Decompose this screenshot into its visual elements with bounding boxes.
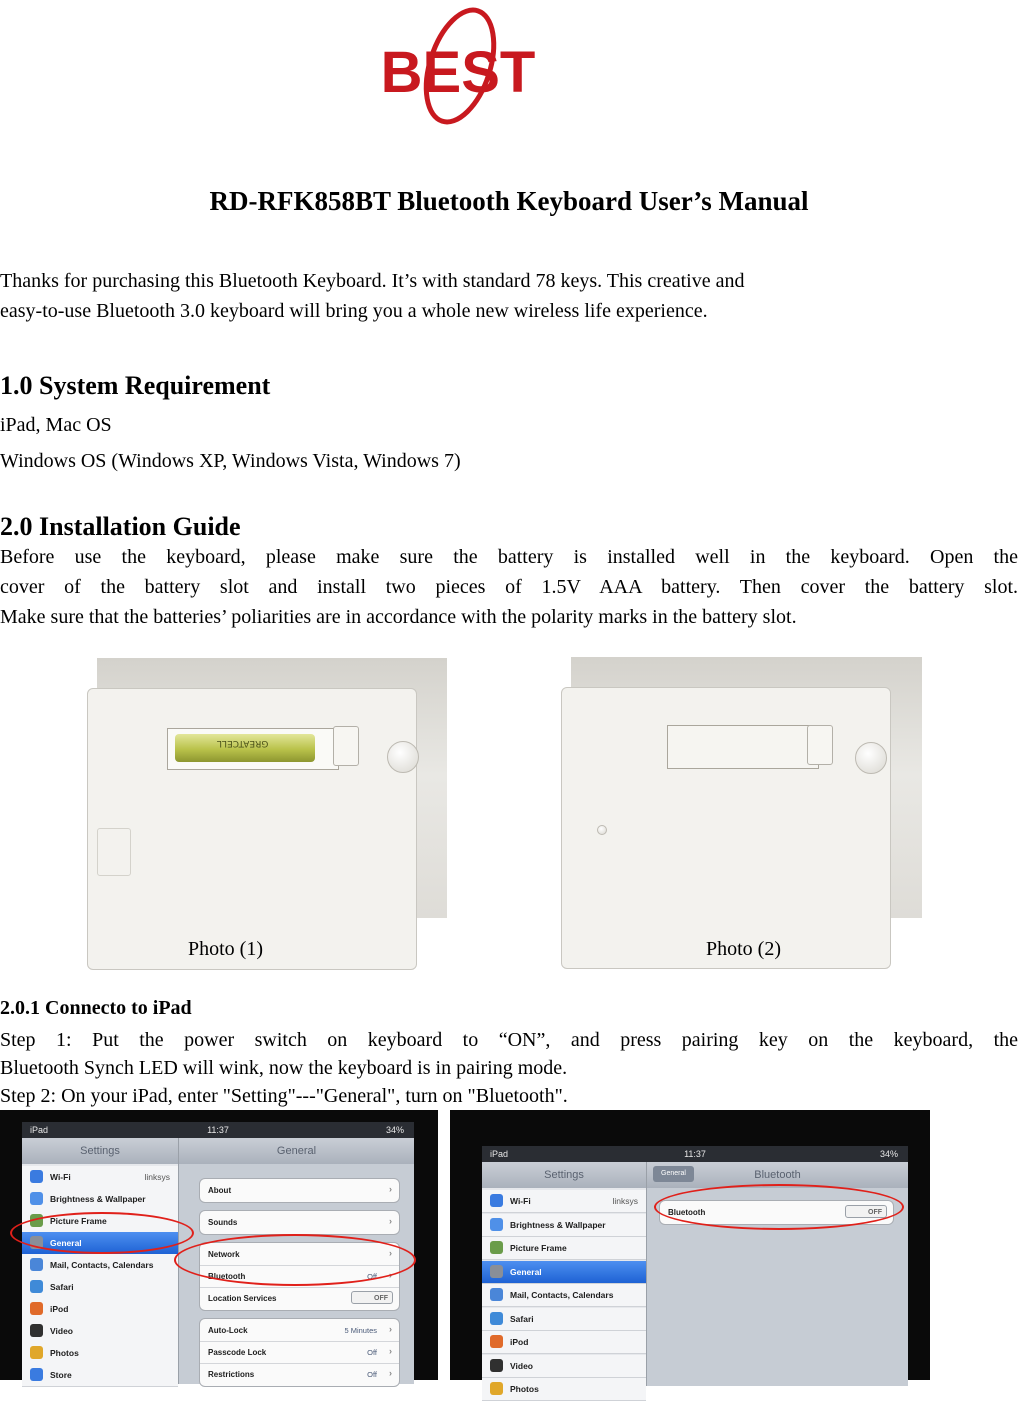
sidebar-item-label: General <box>50 1238 82 1248</box>
sidebar-item-store[interactable] <box>22 1364 178 1387</box>
sidebar-item-label: Brightness & Wallpaper <box>510 1219 606 1230</box>
sidebar-app-icon <box>30 1346 43 1359</box>
step-1-line-2: Bluetooth Synch LED will wink, now the keyboard is in pairing mode. <box>0 1057 568 1079</box>
sidebar-item-photos[interactable] <box>22 1342 178 1365</box>
settings-row-about[interactable] <box>200 1179 399 1201</box>
sidebar-item-label: iPod <box>510 1337 529 1347</box>
sidebar-item-safari[interactable] <box>22 1276 178 1299</box>
sidebar-item-label: Store <box>50 1370 72 1380</box>
sidebar-item-value: linksys <box>612 1196 638 1206</box>
settings-row-label: Network <box>208 1250 240 1259</box>
install-line-2: cover of the battery slot and install two pieces of 1.5V AAA battery. Then cover the battery slot. <box>0 576 1018 598</box>
sidebar-item-ipod[interactable] <box>22 1298 178 1321</box>
intro-line-2: easy-to-use Bluetooth 3.0 keyboard will bring you a whole new wireless life experience. <box>0 300 708 322</box>
highlight-general <box>10 1212 194 1254</box>
sidebar-item-ipod[interactable] <box>482 1331 646 1354</box>
photo-1-caption: Photo (1) <box>188 938 263 960</box>
sidebar-item-label: iPod <box>50 1304 69 1314</box>
settings-toggle[interactable]: OFF <box>351 1291 393 1304</box>
section-1-heading: 1.0 System Requirement <box>0 371 271 400</box>
status-bar <box>22 1122 414 1138</box>
sidebar-item-brightness-wallpaper[interactable] <box>22 1188 178 1211</box>
settings-sidebar <box>22 1138 179 1384</box>
settings-row-value: Off <box>367 1370 377 1379</box>
sidebar-app-icon <box>30 1192 43 1205</box>
sidebar-app-icon <box>490 1312 503 1325</box>
status-battery: 34% <box>385 1125 404 1135</box>
sidebar-app-icon <box>30 1302 43 1315</box>
sidebar-app-icon <box>490 1194 503 1207</box>
photo-2-caption: Photo (2) <box>706 938 781 960</box>
sidebar-item-mail-contacts-calendars[interactable] <box>22 1254 178 1277</box>
settings-row-label: Restrictions <box>208 1370 255 1379</box>
sidebar-app-icon <box>490 1335 503 1348</box>
sidebar-app-icon <box>30 1280 43 1293</box>
sidebar-item-label: Safari <box>50 1282 74 1292</box>
chevron-right-icon: › <box>389 1270 392 1280</box>
step-2-line: Step 2: On your iPad, enter "Setting"---"General", turn on "Bluetooth". <box>0 1085 568 1107</box>
detail-title: General <box>179 1138 414 1164</box>
sidebar-item-label: Wi-Fi <box>510 1196 531 1206</box>
sidebar-item-label: Photos <box>50 1348 79 1358</box>
battery-label: GREATCELL <box>217 738 269 748</box>
settings-row-label: Location Services <box>208 1294 277 1303</box>
sysreq-line-2: Windows OS (Windows XP, Windows Vista, Windows 7) <box>0 450 461 472</box>
detail-title: Bluetooth <box>647 1162 908 1188</box>
chevron-right-icon: › <box>389 1248 392 1258</box>
intro-line-1: Thanks for purchasing this Bluetooth Keyboard. It’s with standard 78 keys. This creative and <box>0 270 745 292</box>
settings-row-restrictions[interactable] <box>200 1363 399 1385</box>
logo-wordmark: BEST <box>380 40 536 105</box>
photo-2-battery-closed <box>571 657 922 918</box>
sidebar-title: Settings <box>22 1138 178 1164</box>
install-line-3: Make sure that the batteries’ poliarities are in accordance with the polarity marks in the battery slot. <box>0 606 797 628</box>
sidebar-item-label: General <box>510 1266 542 1277</box>
sidebar-item-wi-fi[interactable] <box>22 1166 178 1189</box>
sidebar-item-label: Mail, Contacts, Calendars <box>510 1290 614 1300</box>
sidebar-item-wi-fi[interactable] <box>482 1190 646 1213</box>
battery-cover <box>667 725 819 769</box>
settings-row-location-services[interactable] <box>200 1287 399 1309</box>
sidebar-app-icon <box>490 1288 503 1301</box>
settings-row-value: 5 Minutes <box>344 1326 377 1335</box>
chevron-right-icon: › <box>389 1346 392 1356</box>
sidebar-app-icon <box>30 1258 43 1271</box>
sidebar-app-icon <box>30 1368 43 1381</box>
sidebar-item-photos[interactable] <box>482 1378 646 1401</box>
group-about <box>199 1178 400 1203</box>
settings-row-value: Off <box>367 1272 377 1281</box>
sidebar-app-icon <box>490 1382 503 1395</box>
sidebar-item-safari[interactable] <box>482 1308 646 1331</box>
ipad-screenshot-bluetooth <box>450 1110 930 1394</box>
photo-1-battery-open <box>97 658 447 918</box>
chevron-right-icon: › <box>389 1216 392 1226</box>
settings-row-sounds[interactable] <box>200 1211 399 1233</box>
chevron-right-icon: › <box>389 1184 392 1194</box>
settings-sidebar <box>482 1162 647 1394</box>
sidebar-app-icon <box>30 1324 43 1337</box>
sidebar-item-label: Picture Frame <box>50 1216 107 1226</box>
best-logo <box>352 0 564 130</box>
highlight-bluetooth <box>174 1234 416 1286</box>
sidebar-item-label: Photos <box>510 1384 539 1394</box>
section-2-heading: 2.0 Installation Guide <box>0 512 241 541</box>
sidebar-item-value: linksys <box>144 1172 170 1182</box>
status-carrier: iPad <box>490 1149 509 1159</box>
settings-row-passcode-lock[interactable] <box>200 1341 399 1364</box>
group-sounds <box>199 1210 400 1235</box>
settings-row-label: Bluetooth <box>208 1272 246 1281</box>
sidebar-item-video[interactable] <box>22 1320 178 1343</box>
sidebar-app-icon <box>490 1359 503 1372</box>
settings-row-label: Sounds <box>208 1218 238 1227</box>
sidebar-item-brightness-wallpaper[interactable] <box>482 1214 646 1237</box>
install-line-1: Before use the keyboard, please make sure the battery is installed well in the keyboard. Open the <box>0 546 1018 568</box>
status-time: 11:37 <box>684 1149 706 1159</box>
chevron-right-icon: › <box>389 1368 392 1378</box>
ipad-screenshot-general <box>0 1110 438 1380</box>
group-security <box>199 1318 400 1387</box>
sidebar-item-label: Picture Frame <box>510 1243 567 1253</box>
section-201-heading: 2.0.1 Connecto to iPad <box>0 997 192 1019</box>
bluetooth-toggle[interactable]: OFF <box>845 1205 887 1218</box>
settings-row-value: Off <box>367 1348 377 1357</box>
sidebar-app-icon <box>490 1218 503 1231</box>
settings-row-label: Passcode Lock <box>208 1348 267 1357</box>
page-title: RD-RFK858BT Bluetooth Keyboard User’s Manual <box>209 186 809 216</box>
sidebar-item-label: Video <box>50 1326 73 1336</box>
bluetooth-label: Bluetooth <box>668 1208 706 1217</box>
settings-row-auto-lock[interactable] <box>200 1319 399 1342</box>
sidebar-item-general[interactable] <box>482 1261 646 1284</box>
sidebar-app-icon <box>30 1170 43 1183</box>
sidebar-item-label: Mail, Contacts, Calendars <box>50 1260 154 1270</box>
sidebar-item-label: Safari <box>510 1313 534 1324</box>
sidebar-item-video[interactable] <box>482 1355 646 1378</box>
settings-row-label: Auto-Lock <box>208 1326 248 1335</box>
sidebar-item-label: Wi-Fi <box>50 1172 71 1182</box>
status-time: 11:37 <box>207 1125 229 1135</box>
settings-row-label: About <box>208 1186 232 1195</box>
sidebar-item-picture-frame[interactable] <box>482 1237 646 1260</box>
sidebar-app-icon <box>490 1241 503 1254</box>
highlight-bluetooth-toggle <box>654 1184 904 1230</box>
sidebar-app-icon <box>490 1265 503 1278</box>
step-1-line-1: Step 1: Put the power switch on keyboard to “ON”, and press pairing key on the keyboard, the <box>0 1029 1018 1051</box>
sidebar-title: Settings <box>482 1162 646 1188</box>
back-general-button[interactable]: General <box>653 1166 694 1182</box>
sidebar-item-label: Video <box>510 1360 533 1371</box>
chevron-right-icon: › <box>389 1324 392 1334</box>
sidebar-item-label: Brightness & Wallpaper <box>50 1194 146 1204</box>
sidebar-item-mail-contacts-calendars[interactable] <box>482 1284 646 1307</box>
sysreq-line-1: iPad, Mac OS <box>0 414 112 436</box>
status-battery: 34% <box>879 1149 898 1159</box>
status-carrier: iPad <box>30 1125 49 1135</box>
status-bar <box>482 1146 908 1162</box>
